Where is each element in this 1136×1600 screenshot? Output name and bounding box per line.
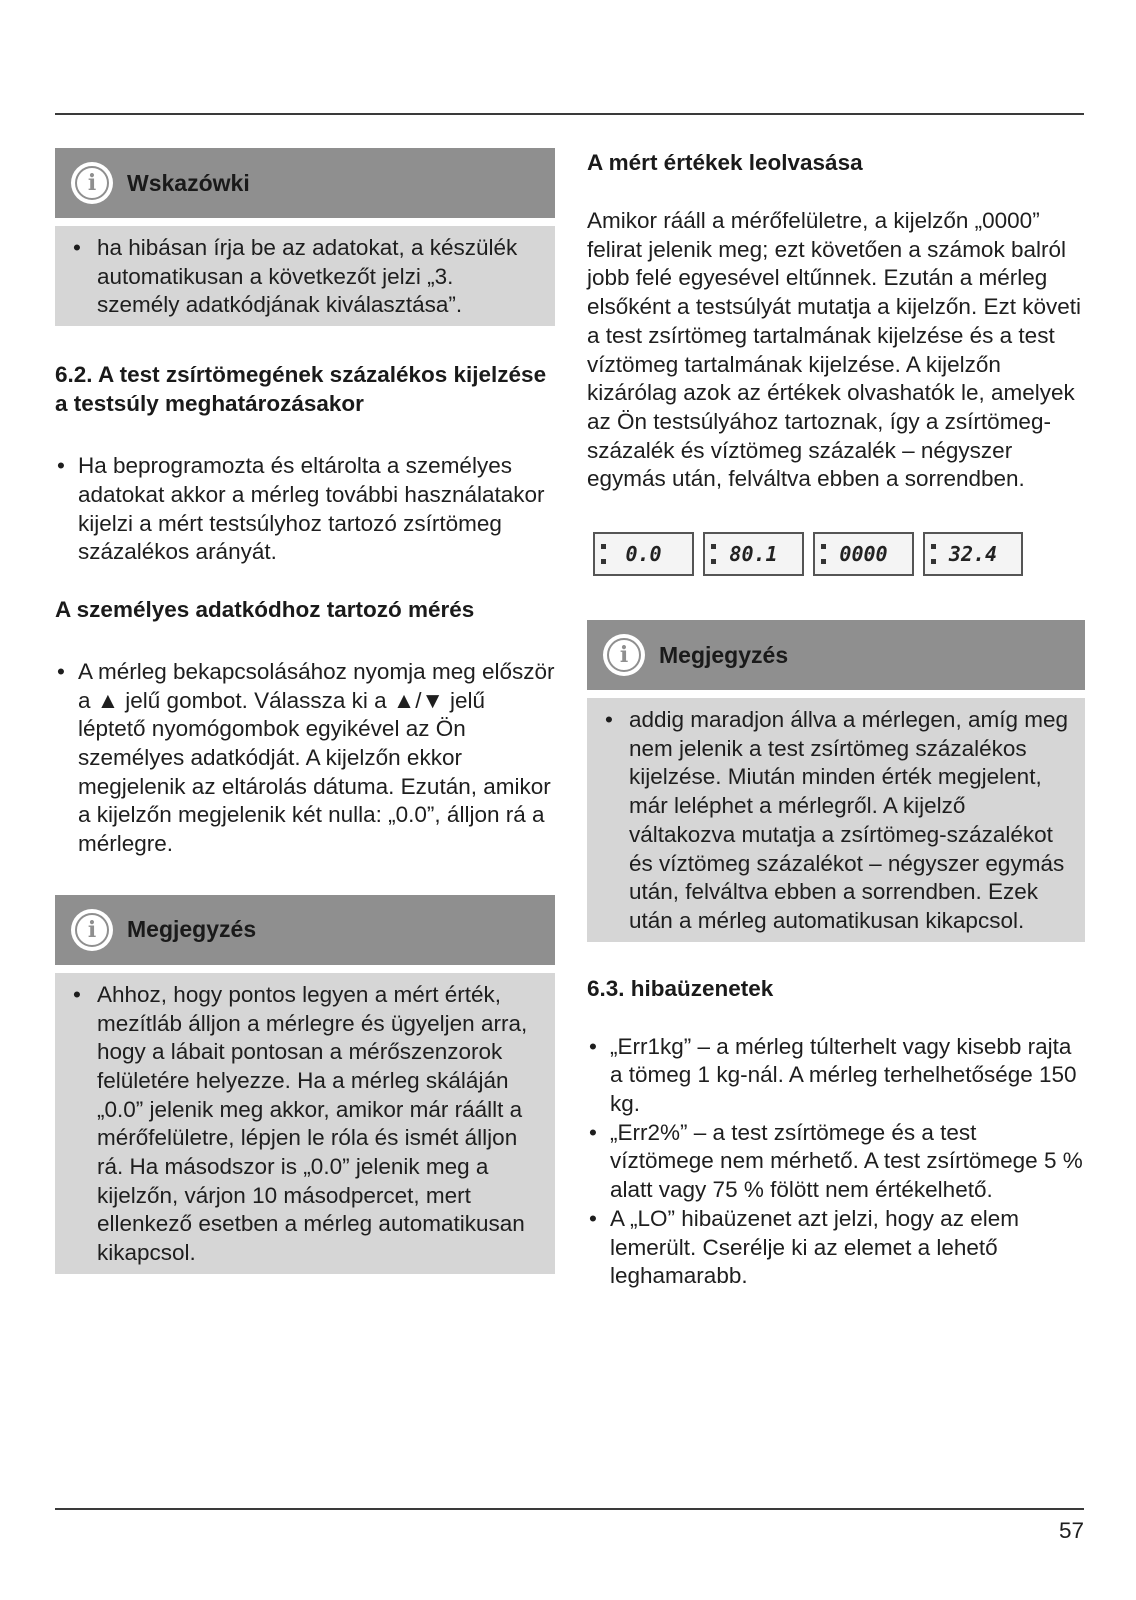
info-icon: i [71,162,113,204]
note-title: Megjegyzés [127,916,257,943]
list-item: • „Err2%” – a test zsírtömege és a test víztömege nem mérhető. A test zsírtömege 5 % alatt vagy 75 % fölött nem értékelhető. [587,1119,1085,1205]
section-heading: A mért értékek leolvasása [587,150,863,175]
note-body [55,226,555,326]
lcd-display: 0.0 [593,532,694,576]
page-number: 57 [1058,1518,1084,1543]
note-box-remark [587,620,1085,942]
section-list [55,452,555,567]
list-item: • A mérleg bekapcsolásához nyomja meg először a ▲ jelű gombot. Válassza ki a ▲/▼ jelű léptető nyomógombok egyikével az Ön személyes adatkódját. A kijelzőn ekkor megjelenik az eltárolás dátuma. Ezután, amikor a kijelzőn megjelenik két nulla: „0.0”, álljon rá a mérlegre. [55,658,555,859]
list-item: • addig maradjon állva a mérlegen, amíg meg nem jelenik a test zsírtömeg százalékos kijelzése. Miután minden érték megjelent, már leléphet a mérlegről. A kijelző váltakozva mutatja a zsírtömeg-százalékot és víztömeg százalékot – négyszer egymás után, felváltva ebben a sorrendben. Ezek után a mérleg automatikusan kikapcsol. [601,706,1071,936]
paragraph: Amikor rááll a mérőfelületre, a kijelzőn „0000” felirat jelenik meg; ezt követően a számok balról jobb felé egyesével eltűnnek. Ezután a mérleg elsőként a testsúlyát mutatja a kijelzőn. Ezt követi a test zsírtömeg tartalmának kijelzése és a test víztömeg tartalmának kijelzése. A kijelzőn kizárólag azok az értékek olvashatók le, amelyek az Ön testsúlyához tartoznak, így a zsírtömeg-százalék és víztömeg százalék – négyszer egymás után, felváltva ebben a sorrendben. [587,208,1081,492]
lcd-display: 0000 [813,532,914,576]
note-body [55,973,555,1274]
info-icon: i [603,634,645,676]
list-item: • ha hibásan írja be az adatokat, a készülék automatikusan a következőt jelzi „3. személy adatkódjának kiválasztása”. [69,234,541,320]
list-item: • „Err1kg” – a mérleg túlterhelt vagy kisebb rajta a tömeg 1 kg-nál. A mérleg terhelhetősége 150 kg. [587,1033,1085,1119]
note-box-tips [55,148,555,326]
right-column [587,148,1085,1291]
list-item: • Ha beprogramozta és eltárolta a személyes adatokat akkor a mérleg további használatakor kijelzi a mért testsúlyhoz tartozó zsírtömeg százalékos arányát. [55,452,555,567]
top-rule [55,113,1084,115]
list-item: • A „LO” hibaüzenet azt jelzi, hogy az elem lemerült. Cserélje ki az elemet a lehető leghamarabb. [587,1205,1085,1291]
lcd-display: 80.1 [703,532,804,576]
note-header [587,620,1085,690]
bottom-rule [55,1508,1084,1510]
note-title: Megjegyzés [659,641,789,668]
section-list [55,658,555,859]
note-title: Wskazówki [127,169,250,196]
note-header [55,895,555,965]
note-box-remark [55,895,555,1274]
lcd-display: 32.4 [923,532,1023,576]
section-heading: 6.2. A test zsírtömegének százalékos kijelzése a testsúly meghatározásakor [55,362,547,417]
info-icon: i [71,909,113,951]
note-body [587,698,1085,942]
display-sequence [593,532,1085,576]
note-header [55,148,555,218]
section-heading: A személyes adatkódhoz tartozó mérés [55,596,475,622]
left-column [55,148,555,1274]
error-list [587,1033,1085,1291]
list-item: • Ahhoz, hogy pontos legyen a mért érték, mezítláb álljon a mérlegre és ügyeljen arra, hogy a lábait pontosan a mérőszenzorok felületére helyezze. Ha a mérleg skáláján „0.0” jelenik meg akkor, amikor már ráállt a mérőfelületre, lépjen le róla és ismét álljon rá. Ha másodszor is „0.0” jelenik meg a kijelzőn, várjon 10 másodpercet, mert ellenkező esetben a mérleg automatikusan kikapcsol. [69,981,541,1268]
section-heading: 6.3. hibaüzenetek [587,975,774,1001]
